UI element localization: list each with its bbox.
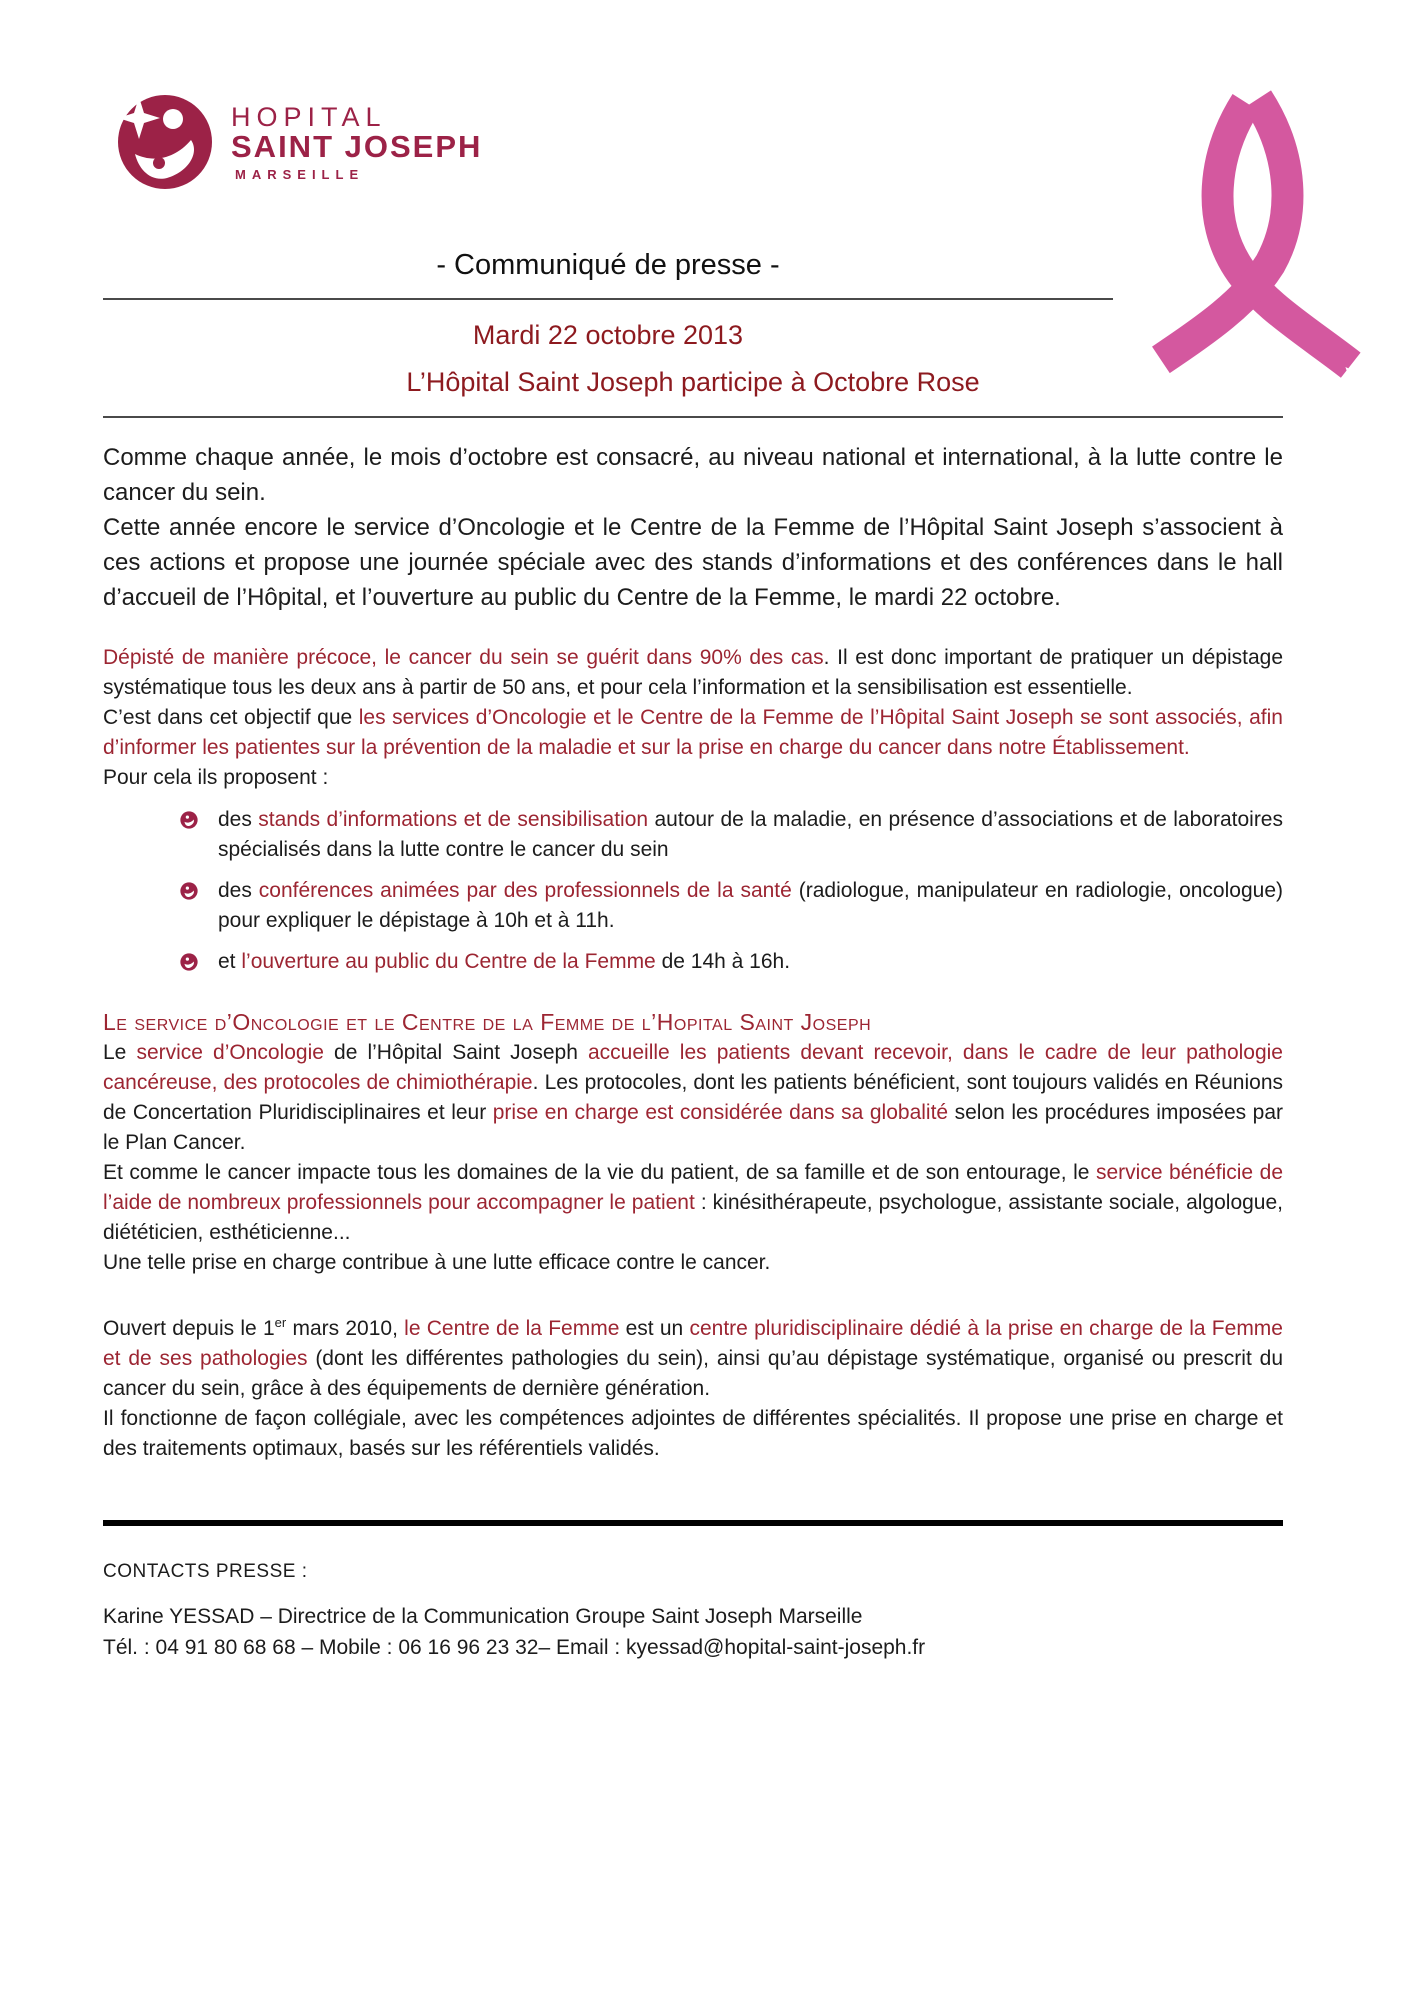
communique-heading: - Communiqué de presse - bbox=[436, 249, 780, 281]
list-item bbox=[103, 947, 1283, 977]
text-segment: Dépisté de manière précoce, le cancer du sein se guérit dans 90% des cas bbox=[103, 646, 824, 669]
text-segment: prise en charge est considérée dans sa globalité bbox=[492, 1101, 949, 1124]
title-divider bbox=[103, 416, 1283, 418]
paragraph-depiste bbox=[103, 643, 1283, 703]
text-segment: C’est dans cet objectif que bbox=[103, 706, 359, 729]
text-segment: stands d’informations et de sensibilisation bbox=[258, 808, 649, 831]
section-title-oncologie: Le service d’Oncologie et le Centre de la Femme de l’Hopital Saint Joseph bbox=[103, 1009, 872, 1035]
text-segment: de l’Hôpital Saint Joseph bbox=[323, 1041, 588, 1064]
hospital-logo-text bbox=[231, 103, 482, 182]
logo-hopital: HOPITAL bbox=[231, 101, 387, 132]
contact-name-line: Karine YESSAD – Directrice de la Communication Groupe Saint Joseph Marseille bbox=[103, 1605, 863, 1628]
text-segment: accueille les patients devant recevoir, dans le cadre de leur pathologie cancéreuse, des protocoles de chimiothérapie bbox=[103, 1041, 1283, 1094]
service-block bbox=[103, 1038, 1283, 1278]
footer-divider bbox=[103, 1520, 1283, 1526]
depistage-block bbox=[103, 643, 1283, 977]
bullet-text bbox=[218, 879, 1283, 932]
text-segment: autour de la maladie, en présence d’associations et de laboratoires spécialisés dans la lutte contre le cancer du sein bbox=[218, 808, 1283, 861]
text-segment: de 14h à 16h. bbox=[655, 950, 791, 973]
intro-paragraph-1: Comme chaque année, le mois d’octobre est consacré, au niveau national et international, à la lutte contre le cancer du sein. bbox=[103, 444, 1283, 506]
paragraph-impacte bbox=[103, 1158, 1283, 1248]
contacts-label: CONTACTS PRESSE : bbox=[103, 1561, 308, 1582]
text-segment: service d’Oncologie bbox=[136, 1041, 324, 1064]
text-segment: service bénéficie de l’aide de nombreux professionnels pour accompagner le patient bbox=[103, 1161, 1283, 1214]
paragraph-objectif bbox=[103, 703, 1283, 763]
logo-bullet-icon bbox=[180, 882, 198, 900]
propose-label: Pour cela ils proposent : bbox=[103, 766, 329, 789]
text-segment: des bbox=[218, 808, 259, 831]
text-segment: les services d’Oncologie et le Centre de la Femme de l’Hôpital Saint Joseph se sont associés, afin d’informer les patientes sur la prévention de la maladie et sur la prise en charge du cancer dans notre Établissement. bbox=[103, 706, 1283, 759]
text-segment: . Il est donc important de pratiquer un dépistage systématique tous les deux ans à partir de 50 ans, et pour cela l’information et la sensibilisation est essentielle. bbox=[103, 646, 1283, 699]
text-segment: er bbox=[274, 1315, 287, 1330]
list-item bbox=[103, 876, 1283, 936]
logo-bullet-icon bbox=[180, 953, 198, 971]
text-segment: Le bbox=[103, 1041, 137, 1064]
pink-ribbon-icon bbox=[1113, 78, 1388, 388]
logo-marseille: MARSEILLE bbox=[235, 166, 365, 182]
masthead bbox=[103, 0, 1283, 215]
paragraph-une-telle: Une telle prise en charge contribue à une lutte efficace contre le cancer. bbox=[103, 1251, 771, 1274]
list-item bbox=[103, 805, 1283, 865]
bullet-text bbox=[218, 950, 790, 973]
text-segment: des bbox=[218, 879, 259, 902]
footer-contacts bbox=[103, 1556, 1283, 1663]
text-segment: l’ouverture au public du Centre de la Femme bbox=[241, 950, 656, 973]
text-segment: selon les procédures imposées par le Plan Cancer. bbox=[103, 1101, 1284, 1154]
text-segment: et bbox=[218, 950, 242, 973]
text-segment: (dont les différentes pathologies du sein), ainsi qu’au dépistage systématique, organisé ou prescrit du cancer du sein, grâce à des équipements de dernière génération. bbox=[103, 1347, 1283, 1400]
text-segment: mars 2010, bbox=[286, 1317, 405, 1340]
paragraph-fonctionne: Il fonctionne de façon collégiale, avec les compétences adjointes de différentes spécialités. Il propose une prise en charge et des traitements optimaux, basés sur les référentiels validés. bbox=[103, 1407, 1283, 1460]
bullet-text bbox=[218, 808, 1283, 861]
centre-femme-block bbox=[103, 1308, 1283, 1464]
text-segment: centre pluridisciplinaire dédié à la prise en charge de la Femme et de ses pathologies bbox=[103, 1317, 1283, 1370]
text-segment: est un bbox=[619, 1317, 690, 1340]
intro-block bbox=[103, 440, 1283, 615]
date-heading: Mardi 22 octobre 2013 bbox=[472, 320, 744, 350]
text-segment: : kinésithérapeute, psychologue, assistante sociale, algologue, diététicien, esthéticienne... bbox=[103, 1191, 1283, 1244]
text-segment: conférences animées par des professionnels de la santé bbox=[258, 879, 792, 902]
intro-paragraph-2: Cette année encore le service d’Oncologie et le Centre de la Femme de l’Hôpital Saint Joseph s’associent à ces actions et propose une journée spéciale avec des stands d’informations et des conférences dans le hall d’accueil de l’Hôpital, et l’ouverture au public du Centre de la Femme, le mardi 22 octobre. bbox=[103, 514, 1283, 611]
contact-phone-line: Tél. : 04 91 80 68 68 – Mobile : 06 16 96 23 32– Email : kyessad@hopital-saint-joseph.fr bbox=[103, 1636, 926, 1659]
paragraph-ouvert bbox=[103, 1308, 1283, 1404]
propositions-list bbox=[103, 805, 1283, 977]
text-segment: Et comme le cancer impacte tous les domaines de la vie du patient, de sa famille et de son entourage, le bbox=[103, 1161, 1096, 1184]
hospital-logo-icon bbox=[115, 92, 215, 192]
text-segment: Ouvert depuis le 1 bbox=[103, 1317, 275, 1340]
top-divider bbox=[103, 298, 1113, 300]
text-segment: (radiologue, manipulateur en radiologie, oncologue) pour expliquer le dépistage à 10h et à 11h. bbox=[218, 879, 1283, 932]
logo-saint-joseph: SAINT JOSEPH bbox=[231, 129, 483, 165]
text-segment: . Les protocoles, dont les patients bénéficient, sont toujours validés en Réunions de Concertation Pluridisciplinaires et leur bbox=[103, 1071, 1283, 1124]
logo-bullet-icon bbox=[180, 811, 198, 829]
paragraph-service bbox=[103, 1038, 1283, 1158]
hospital-logo bbox=[115, 92, 1283, 192]
text-segment: le Centre de la Femme bbox=[404, 1317, 620, 1340]
page-title: L’Hôpital Saint Joseph participe à Octobre Rose bbox=[406, 367, 980, 397]
